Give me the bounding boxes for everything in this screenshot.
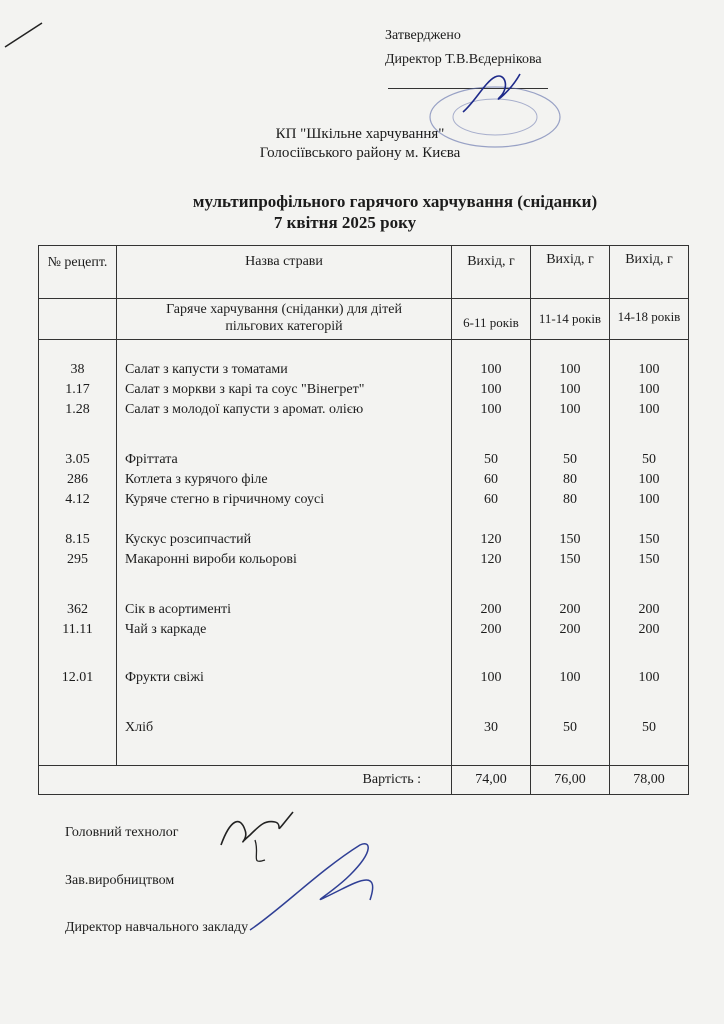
recipe-code: 12.01: [61, 670, 94, 685]
menu-date: 7 квітня 2025 року: [273, 213, 417, 232]
menu-title: мультипрофільного гарячого харчування (сніданки): [192, 192, 598, 211]
output-cell-1: [452, 340, 531, 766]
recipe-code: 1.28: [65, 402, 90, 417]
recipe-code: 8.15: [65, 532, 90, 547]
cost-value-3: 78,00: [610, 766, 689, 795]
output-grams: 60: [484, 472, 498, 487]
output-grams: 100: [638, 492, 660, 507]
pen-mark: [0, 15, 60, 55]
output-grams: 100: [559, 402, 581, 417]
output-grams: 150: [559, 532, 581, 547]
recipe-code: 38: [70, 362, 85, 377]
output-grams: 200: [480, 622, 502, 637]
recipe-code: 11.11: [62, 622, 93, 637]
dish-name: Салат з молодої капусти з аромат. олією: [125, 402, 364, 417]
age-group-1: 6-11 років: [452, 299, 531, 340]
cost-value-1: 74,00: [452, 766, 531, 795]
output-grams: 200: [638, 622, 660, 637]
dish-name: Сік в асортименті: [125, 602, 232, 617]
dish-name: Кускус розсипчастий: [125, 532, 252, 547]
dish-name: Котлета з курячого філе: [125, 472, 268, 487]
dishes-body: [39, 340, 689, 766]
output-grams: 60: [484, 492, 498, 507]
recipe-code: 295: [67, 552, 88, 567]
output-cell-2: [531, 340, 610, 766]
recipe-number-header: № рецепт.: [39, 246, 117, 299]
output-grams: 200: [559, 602, 581, 617]
dish-name: Чай з каркаде: [125, 622, 207, 637]
menu-table: [38, 245, 689, 795]
output-grams: 120: [480, 532, 502, 547]
category-label: Гаряче харчування (сніданки) для дітей пільгових категорій: [117, 299, 452, 340]
organization-name: КП "Шкільне харчування": [275, 126, 445, 142]
age-group-2: 11-14 років: [531, 299, 610, 340]
output-grams: 100: [559, 362, 581, 377]
output-grams: 80: [563, 492, 577, 507]
output-grams: 200: [638, 602, 660, 617]
output-grams: 50: [563, 452, 577, 467]
output-grams: 200: [480, 602, 502, 617]
output-grams: 100: [480, 382, 502, 397]
output-header-2: Вихід, г: [531, 246, 610, 299]
output-grams: 50: [642, 720, 656, 735]
organization-district: Голосіївського району м. Києва: [259, 145, 461, 161]
chief-technologist-label: Головний технолог: [65, 825, 179, 840]
age-group-3: 14-18 років: [610, 299, 689, 340]
output-header-3: Вихід, г: [610, 246, 689, 299]
output-grams: 50: [642, 452, 656, 467]
recipe-code: 286: [67, 472, 88, 487]
output-grams: 50: [484, 452, 498, 467]
recipe-code: 4.12: [65, 492, 90, 507]
recipe-code: 3.05: [65, 452, 90, 467]
recipe-code: 362: [67, 602, 88, 617]
dish-name-header: Назва страви: [117, 246, 452, 299]
output-grams: 100: [638, 472, 660, 487]
output-cell-3: [610, 340, 689, 766]
director-signature: [455, 62, 535, 122]
dish-names-cell: [117, 340, 452, 766]
approved-label: Затверджено: [385, 28, 461, 43]
cost-value-2: 76,00: [531, 766, 610, 795]
output-grams: 100: [480, 362, 502, 377]
production-head-label: Зав.виробництвом: [65, 873, 175, 888]
recipe-codes-cell: [39, 340, 117, 766]
dish-name: Фріттата: [125, 452, 178, 467]
output-grams: 100: [638, 382, 660, 397]
dish-name: Макаронні вироби кольорові: [125, 552, 297, 567]
school-director-label: Директор навчального закладу: [65, 920, 249, 935]
director-school-signature: [240, 830, 390, 940]
output-grams: 200: [559, 622, 581, 637]
output-grams: 120: [480, 552, 502, 567]
output-grams: 150: [638, 532, 660, 547]
cost-row: [39, 766, 689, 795]
output-header-1: Вихід, г: [452, 246, 531, 299]
output-grams: 100: [559, 382, 581, 397]
output-grams: 100: [480, 670, 502, 685]
dish-name: Салат з моркви з карі та соус "Вінегрет": [125, 382, 365, 397]
output-grams: 100: [638, 670, 660, 685]
output-grams: 150: [559, 552, 581, 567]
table-header: [39, 246, 689, 299]
output-grams: 100: [480, 402, 502, 417]
output-grams: 80: [563, 472, 577, 487]
output-grams: 100: [638, 362, 660, 377]
output-grams: 100: [559, 670, 581, 685]
category-row: [39, 299, 689, 340]
cost-label: Вартість :: [39, 766, 452, 795]
dish-name: Фрукти свіжі: [125, 670, 204, 685]
output-grams: 150: [638, 552, 660, 567]
dish-name: Хліб: [125, 720, 154, 735]
output-grams: 50: [563, 720, 577, 735]
dish-name: Салат з капусти з томатами: [125, 362, 288, 377]
director-approval: Директор Т.В.Вєдернікова: [385, 52, 542, 67]
recipe-code: 1.17: [65, 382, 90, 397]
output-grams: 100: [638, 402, 660, 417]
dish-name: Куряче стегно в гірчичному соусі: [125, 492, 325, 507]
output-grams: 30: [484, 720, 498, 735]
